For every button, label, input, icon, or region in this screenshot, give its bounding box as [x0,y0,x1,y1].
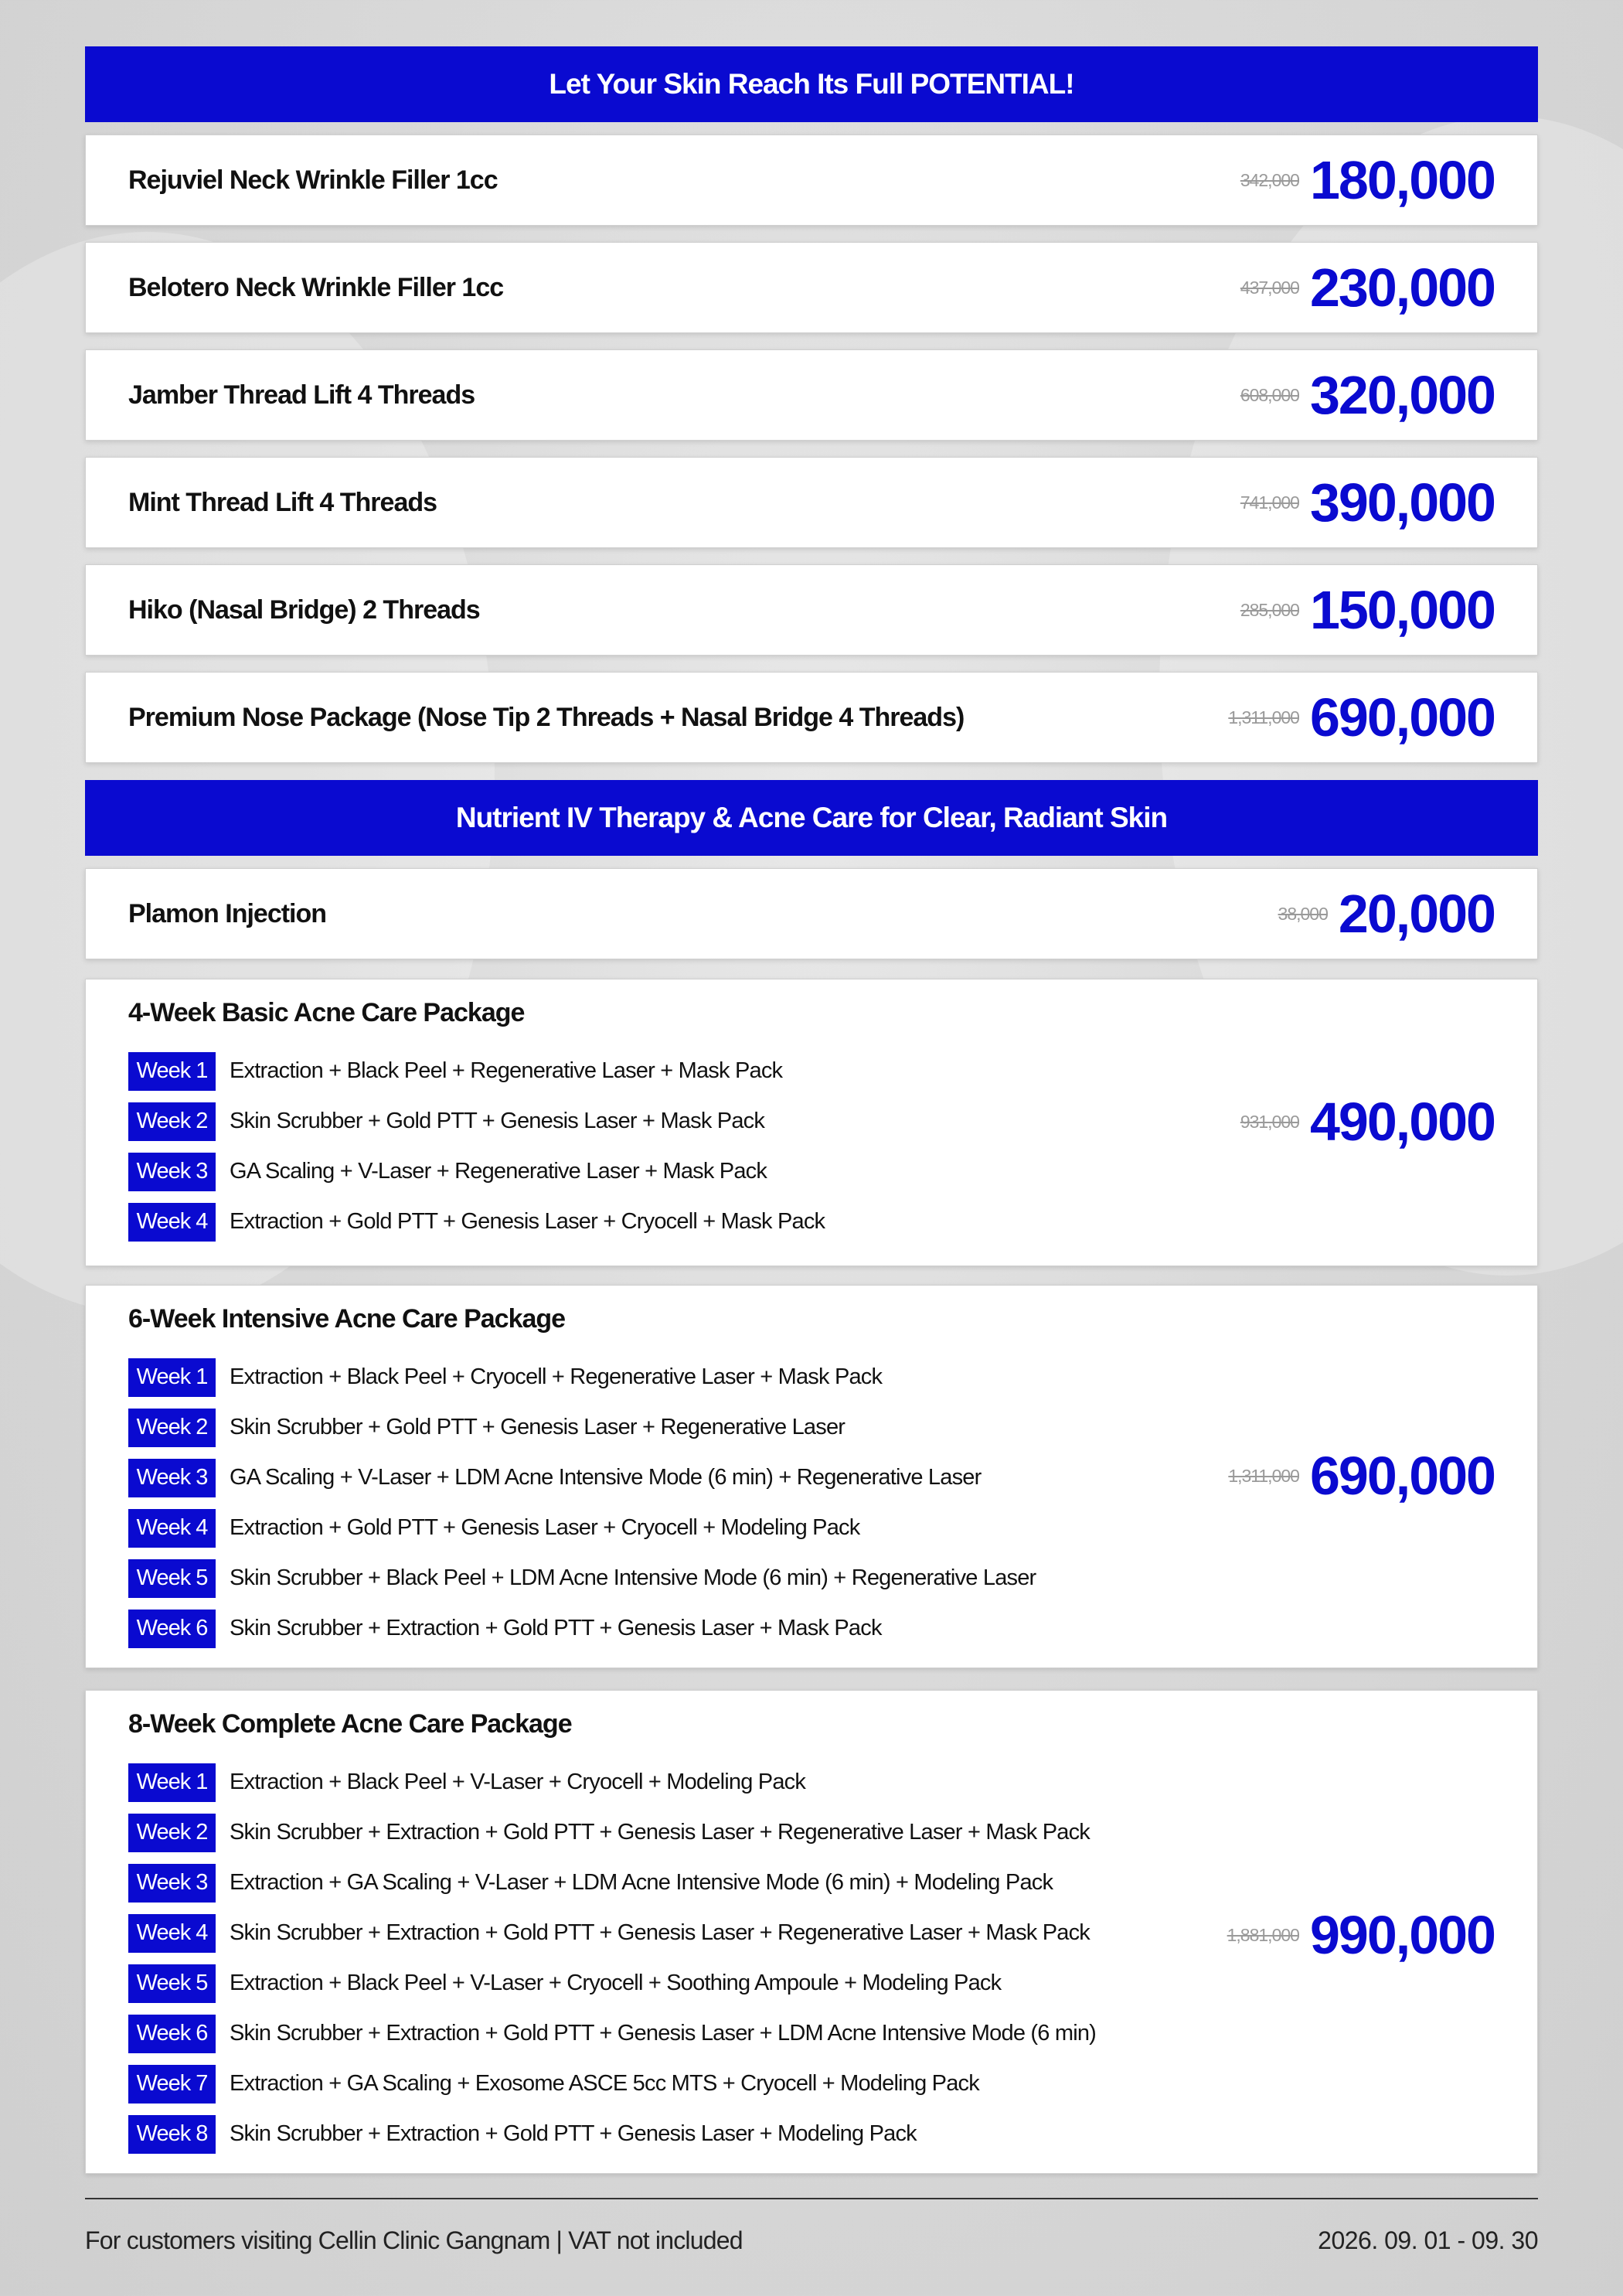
week-badge: Week 5 [128,1964,216,2003]
price-group [1240,257,1495,319]
promotion-period: 2026. 09. 01 - 09. 30 [1318,2226,1538,2254]
price-group [1240,1091,1495,1153]
week-treatment: Skin Scrubber + Extraction + Gold PTT + Genesis Laser + Mask Pack [230,1616,882,1640]
week-badge: Week 5 [128,1559,216,1598]
sale-price: 990,000 [1309,1905,1495,1965]
week-row [128,1757,1096,1807]
original-price: 741,000 [1240,492,1299,513]
item-name: Premium Nose Package (Nose Tip 2 Threads + Nasal Bridge 4 Threads) [128,702,965,732]
week-row [128,1046,825,1096]
week-treatment: Extraction + Black Peel + Regenerative Laser + Mask Pack [230,1058,783,1083]
item-name: Rejuviel Neck Wrinkle Filler 1cc [128,165,498,195]
package-card [85,979,1538,1266]
week-row [128,2008,1096,2059]
week-row [128,1908,1096,1958]
price-item [85,564,1538,656]
price-item [85,868,1538,959]
sale-price: 150,000 [1309,580,1495,640]
package-title: 6-Week Intensive Acne Care Package [128,1304,566,1334]
price-group [1227,1904,1495,1966]
week-badge: Week 8 [128,2115,216,2154]
week-treatment: Extraction + Black Peel + V-Laser + Cryocell + Soothing Ampoule + Modeling Pack [230,1971,1002,1995]
week-row [128,1503,1036,1553]
week-treatment: Skin Scrubber + Gold PTT + Genesis Laser + Regenerative Laser [230,1415,846,1439]
week-row [128,1352,1036,1402]
footer-note: For customers visiting Cellin Clinic Gangnam | VAT not included [85,2226,743,2254]
original-price: 608,000 [1240,384,1299,405]
week-row [128,1453,1036,1503]
week-badge: Week 3 [128,1153,216,1191]
original-price: 437,000 [1240,277,1299,298]
item-name: Plamon Injection [128,898,327,928]
week-treatment: Skin Scrubber + Extraction + Gold PTT + Genesis Laser + LDM Acne Intensive Mode (6 min) [230,2021,1097,2046]
price-group [1240,472,1495,533]
week-treatment: Extraction + GA Scaling + Exosome ASCE 5cc MTS + Cryocell + Modeling Pack [230,2071,979,2096]
week-badge: Week 7 [128,2065,216,2104]
package-card [85,1285,1538,1668]
price-item [85,457,1538,548]
week-treatment: Extraction + Black Peel + V-Laser + Cryocell + Modeling Pack [230,1770,806,1794]
week-badge: Week 4 [128,1509,216,1548]
week-treatment: Extraction + Black Peel + Cryocell + Regenerative Laser + Mask Pack [230,1364,883,1389]
sale-price: 320,000 [1309,365,1495,425]
week-row [128,1603,1036,1654]
week-badge: Week 6 [128,1610,216,1648]
original-price: 342,000 [1240,169,1299,190]
sale-price: 230,000 [1309,257,1495,318]
sale-price: 390,000 [1309,472,1495,533]
week-treatment: Extraction + GA Scaling + V-Laser + LDM Acne Intensive Mode (6 min) + Modeling Pack [230,1870,1053,1895]
week-row [128,2109,1096,2159]
week-treatment: GA Scaling + V-Laser + LDM Acne Intensive Mode (6 min) + Regenerative Laser [230,1465,982,1490]
week-row [128,1858,1096,1908]
week-badge: Week 1 [128,1763,216,1802]
sale-price: 690,000 [1309,687,1495,748]
price-item [85,349,1538,441]
week-badge: Week 2 [128,1814,216,1852]
week-badge: Week 1 [128,1358,216,1397]
section-banner-title: Nutrient IV Therapy & Acne Care for Clear, Radiant Skin [455,802,1168,833]
week-badge: Week 3 [128,1459,216,1497]
week-list [128,1352,1036,1654]
original-price: 1,311,000 [1228,1465,1299,1486]
original-price: 1,311,000 [1228,707,1299,727]
week-row [128,1146,825,1197]
week-badge: Week 6 [128,2015,216,2053]
original-price: 38,000 [1278,903,1328,924]
section-banner [85,46,1538,122]
week-treatment: Skin Scrubber + Extraction + Gold PTT + Genesis Laser + Regenerative Laser + Mask Pack [230,1920,1090,1945]
week-row [128,1096,825,1146]
week-badge: Week 1 [128,1052,216,1091]
original-price: 931,000 [1240,1111,1299,1132]
week-treatment: Skin Scrubber + Extraction + Gold PTT + Genesis Laser + Regenerative Laser + Mask Pack [230,1820,1090,1845]
week-treatment: Skin Scrubber + Extraction + Gold PTT + Genesis Laser + Modeling Pack [230,2121,917,2146]
footer-divider [85,2198,1538,2199]
week-badge: Week 2 [128,1102,216,1141]
price-group [1240,364,1495,426]
week-treatment: Extraction + Gold PTT + Genesis Laser + Cryocell + Mask Pack [230,1209,825,1234]
week-row [128,1553,1036,1603]
week-row [128,1958,1096,2008]
week-list [128,1757,1096,2159]
item-name: Hiko (Nasal Bridge) 2 Threads [128,594,480,625]
original-price: 1,881,000 [1227,1924,1299,1945]
package-title: 4-Week Basic Acne Care Package [128,998,525,1027]
week-badge: Week 2 [128,1409,216,1447]
week-treatment: Skin Scrubber + Gold PTT + Genesis Laser + Mask Pack [230,1109,765,1133]
sale-price: 490,000 [1309,1092,1495,1152]
week-treatment: GA Scaling + V-Laser + Regenerative Laser + Mask Pack [230,1159,767,1184]
week-treatment: Extraction + Gold PTT + Genesis Laser + Cryocell + Modeling Pack [230,1515,860,1540]
week-list [128,1046,825,1247]
price-group [1228,686,1495,748]
price-item [85,135,1538,226]
week-row [128,1807,1096,1858]
sale-price: 20,000 [1338,884,1495,944]
week-badge: Week 4 [128,1203,216,1242]
package-card [85,1690,1538,2174]
price-group [1240,579,1495,641]
week-treatment: Skin Scrubber + Black Peel + LDM Acne Intensive Mode (6 min) + Regenerative Laser [230,1565,1036,1590]
week-row [128,2059,1096,2109]
price-group [1240,149,1495,211]
price-group [1228,1445,1495,1507]
week-row [128,1197,825,1247]
price-item [85,672,1538,763]
item-name: Jamber Thread Lift 4 Threads [128,380,475,410]
original-price: 285,000 [1240,599,1299,620]
week-badge: Week 4 [128,1914,216,1953]
section-banner [85,780,1538,856]
item-name: Belotero Neck Wrinkle Filler 1cc [128,272,504,302]
section-banner-title: Let Your Skin Reach Its Full POTENTIAL! [549,68,1074,100]
week-badge: Week 3 [128,1864,216,1903]
price-item [85,242,1538,333]
week-row [128,1402,1036,1453]
sale-price: 690,000 [1309,1446,1495,1506]
package-title: 8-Week Complete Acne Care Package [128,1709,572,1739]
price-group [1278,883,1495,945]
item-name: Mint Thread Lift 4 Threads [128,487,437,517]
sale-price: 180,000 [1309,150,1495,210]
